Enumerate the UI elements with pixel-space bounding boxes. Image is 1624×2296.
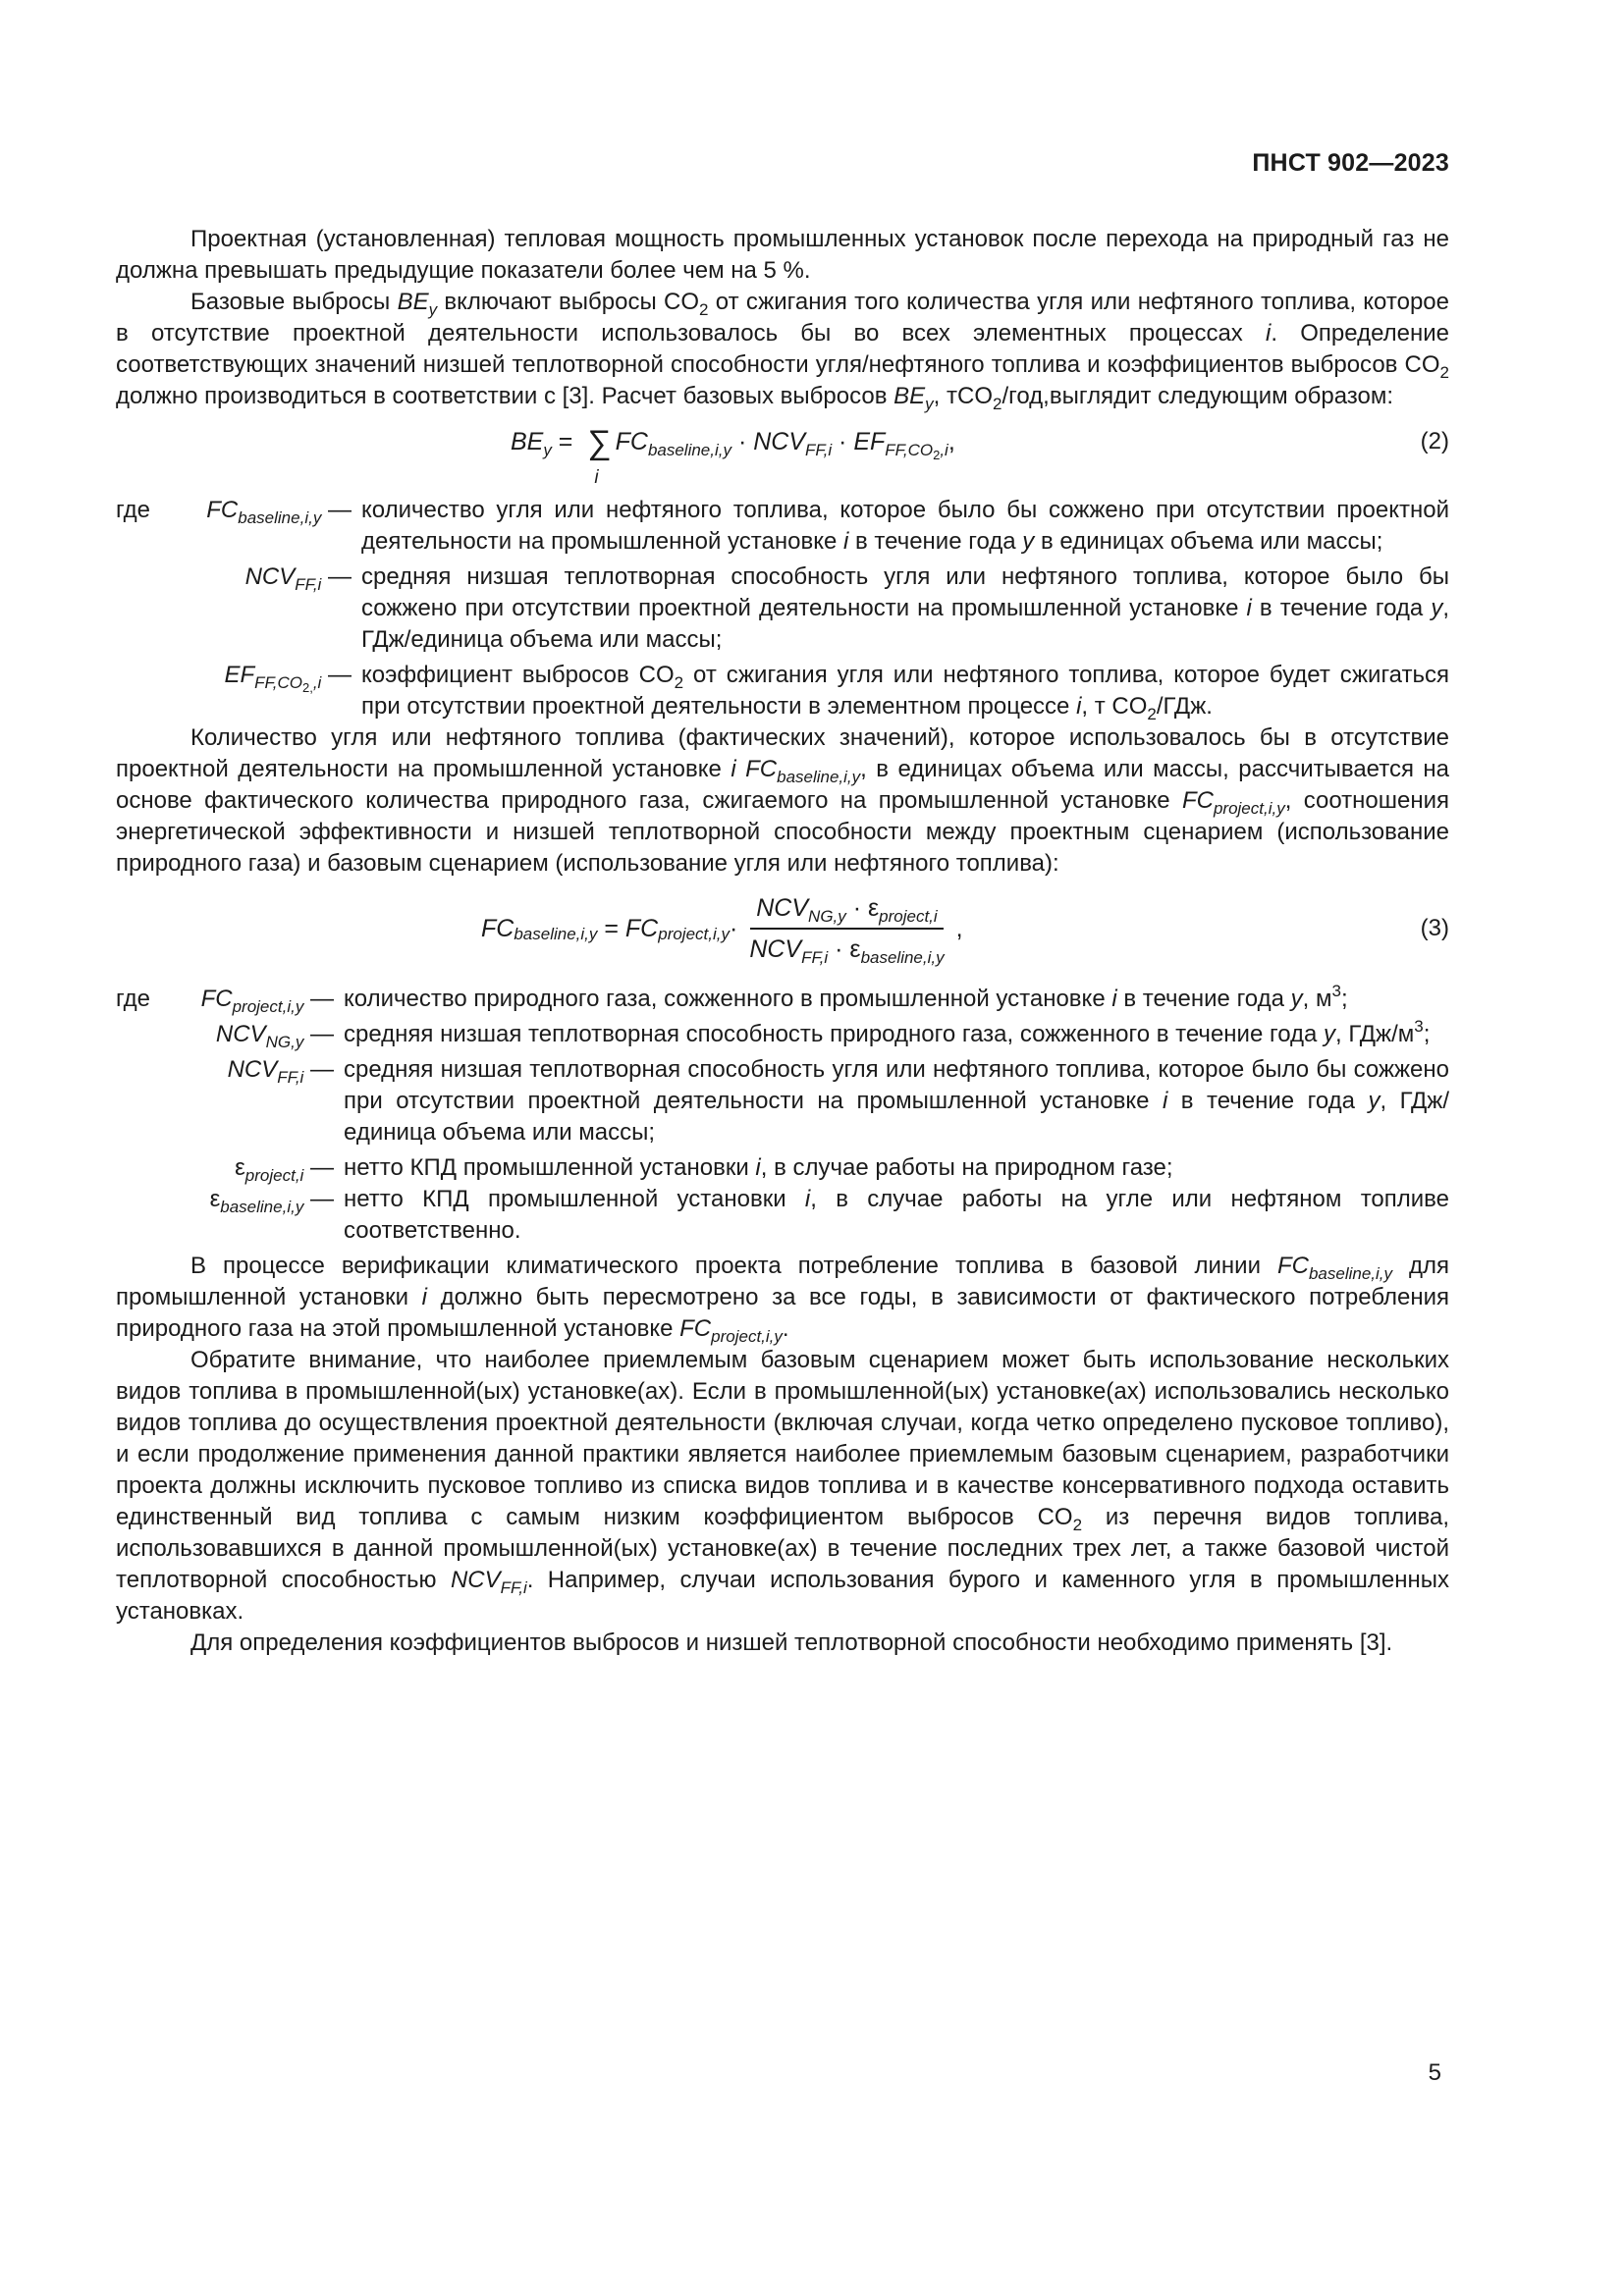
where-definition: средняя низшая теплотворная способность природного газа, сожженного в течение года y, ГДж/$м^3$;: [344, 1017, 1431, 1047]
document-code: ПНСТ 902—2023: [1252, 149, 1449, 177]
paragraph-reference: Для определения коэффициентов выбросов и низшей теплотворной способности необходимо применять [3].: [190, 1629, 1393, 1656]
where-term: $\varepsilon_{baseline,i,y}$ —: [209, 1186, 334, 1216]
summation-symbol: ∑ i: [587, 424, 612, 488]
document-body: [116, 224, 1449, 1659]
where-term: где $FC_{project,i,y}$ —: [116, 986, 334, 1016]
paragraph-multiple-fuels: Обратите внимание, что наиболее приемлемым базовым сценарием может быть использование нескольких видов топлива в промышленной(ых) установке(ах). Если в промышленной(ых) установке(ах) использовались несколько видов топлива до осуществления проектной деятельности (включая случаи, когда четко определено пусковое топливо), и если продолжение применения данной практики является наиболее приемлемым базовым сценарием, разработчики проекта должны исключить пусковое топливо из списка видов топлива и в качестве консервативного подхода оставить единственный вид топлива с самым низким коэффициентом выбросов $CO_2$ из перечня видов топлива, использовавшихся в данной промышленной(ых) установке(ах) в течение последних трех лет, а также базовой чистой теплотворной способностью $NCV_{FF,i}$. Например, случаи использования бурого и каменного угля в промышленных установках.: [116, 1347, 1449, 1625]
page-number: 5: [1428, 2059, 1441, 2086]
where-definition: нетто КПД промышленной установки i, в случае работы на природном газе;: [344, 1154, 1173, 1181]
where-list-2: [116, 495, 1449, 722]
where-definition: средняя низшая теплотворная способность угля или нефтяного топлива, которое было бы сожжено при отсутствии проектной деятельности на промышленной установке i в течение года y, ГДж/единица объема или массы;: [361, 563, 1449, 653]
where-definition: средняя низшая теплотворная способность угля или нефтяного топлива, которое было бы сожжено при отсутствии проектной деятельности на промышленной установке i в течение года y, ГДж/единица объема или массы;: [344, 1056, 1450, 1146]
where-definition: коэффициент выбросов $CO_2$ от сжигания угля или нефтяного топлива, которое будет сжигаться при отсутствии проектной деятельности в элементном процессе i, т $CO_2$/ГДж.: [361, 662, 1449, 723]
where-term: $NCV_{NG,y}$ —: [215, 1021, 334, 1051]
where-term: где $FC_{baseline,i,y}$ —: [116, 497, 352, 527]
where-term: $NCV_{FF,i}$ —: [227, 1056, 334, 1087]
paragraph-verification: В процессе верификации климатического проекта потребление топлива в базовой линии $FC_{baseline,i,y}$ для промышленной установки i должно быть пересмотрено за все годы, в зависимости от фактического потребления природного газа на этой промышленной установке $FC_{project,i,y}$.: [116, 1253, 1450, 1346]
where-definition: нетто КПД промышленной установки i, в случае работы на угле или нефтяном топливе соответственно.: [344, 1186, 1449, 1244]
where-term: $EF_{FF,CO_{2,},i}$ —: [224, 662, 352, 695]
where-definition: количество угля или нефтяного топлива, которое было бы сожжено при отсутствии проектной деятельности на промышленной установке i в течение года y в единицах объема или массы;: [361, 497, 1449, 555]
formula-3-expression: FC $_{baseline,i,y}$ = FC $_{project,i,y}$ · $\frac{NCV_{NG,y} \cdot \varepsilon_{project,i}}{NCV_{FF,i} \cdot \varepsilon_{baseline,i,y}}$ ,: [481, 894, 963, 967]
where-definition: количество природного газа, сожженного в промышленной установке i в течение года y, $м^3$;: [344, 982, 1348, 1012]
formula-2: [116, 418, 1449, 488]
fraction: $\frac{NCV_{NG,y} \cdot \varepsilon_{project,i}}{NCV_{FF,i} \cdot \varepsilon_{baseline,i,y}}$: [749, 894, 945, 967]
formula-2-number: (2): [1420, 428, 1449, 454]
formula-2-expression: $BE_y$ = ∑ i $FC_{baseline,i,y} \cdot NCV_{FF,i} \cdot EF_{FF,CO_2,i}$,: [511, 424, 955, 488]
paragraph-fuel-quantity: Количество угля или нефтяного топлива (фактических значений), которое использовалось бы в отсутствие проектной деятельности на промышленной установке i $FC_{baseline,i,y}$, в единицах объема или массы, рассчитывается на основе фактического количества природного газа, сжигаемого на промышленной установке $FC_{project,i,y}$, соотношения энергетической эффективности и низшей теплотворной способности между проектным сценарием (использование природного газа) и базовым сценарием (использование угля или нефтяного топлива):: [116, 724, 1449, 877]
paragraph-capacity: Проектная (установленная) тепловая мощность промышленных установок после перехода на природный газ не должна превышать предыдущие показатели более чем на 5 %.: [116, 226, 1449, 284]
formula-3-number: (3): [1420, 915, 1449, 941]
where-term: $\varepsilon_{project,i}$ —: [235, 1154, 334, 1185]
where-term: $NCV_{FF,i}$ —: [244, 563, 352, 594]
paragraph-baseline-emissions: Базовые выбросы $BE_y$ включают выбросы $CO_2$ от сжигания того количества угля или нефтяного топлива, которое в отсутствие проектной деятельности использовалось бы во всех элементных процессах i. Определение соответствующих значений низшей теплотворной способности угля/нефтяного топлива и коэффициентов выбросов $CO_2$ должно производиться в соответствии с [3]. Расчет базовых выбросов $BE_y$, тCO$_2$/год,выглядит следующим образом:: [116, 289, 1449, 413]
formula-3: [116, 883, 1449, 974]
where-list-3: [116, 984, 1449, 1247]
